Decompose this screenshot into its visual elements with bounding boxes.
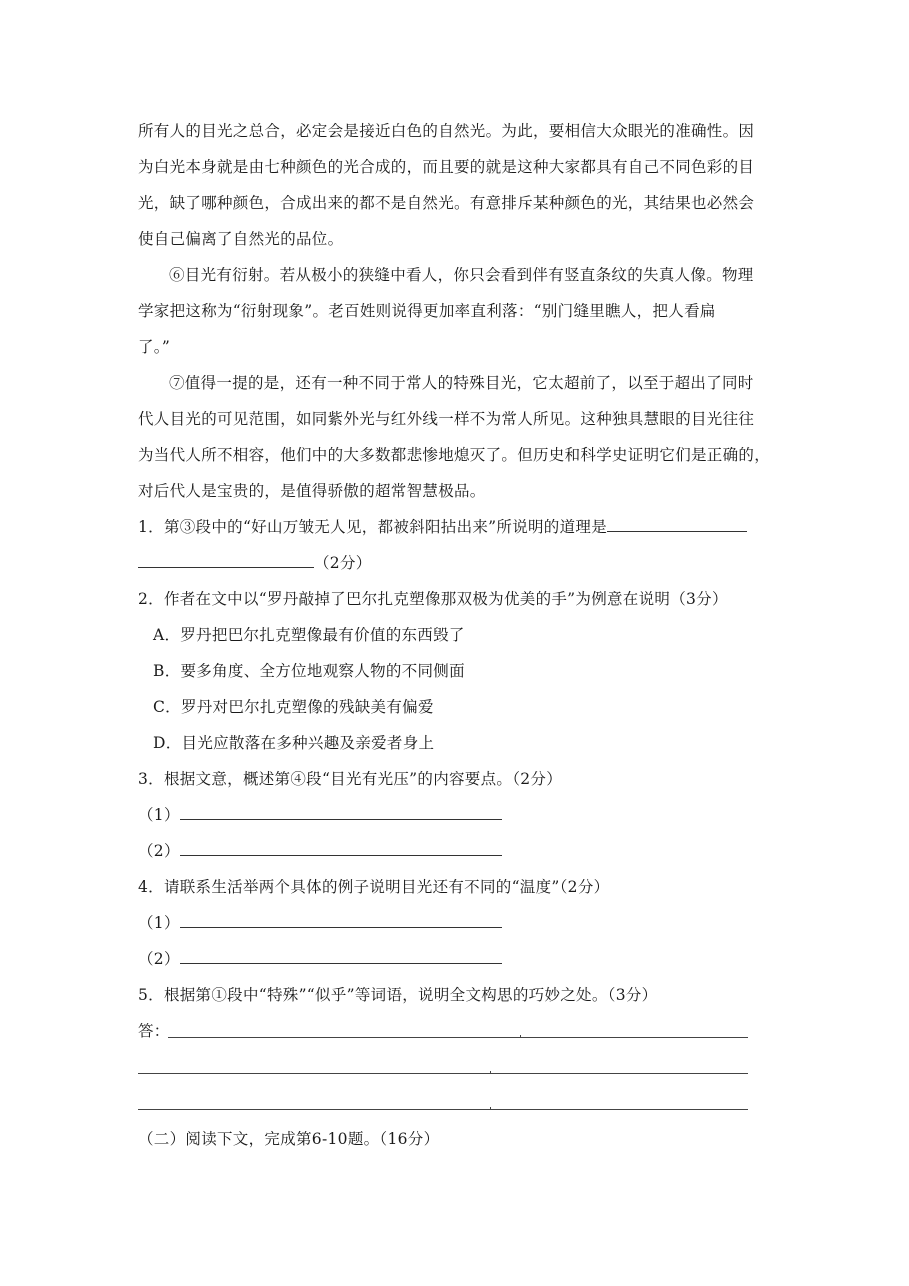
- question-1-score: （2分）: [314, 554, 372, 572]
- blank-label: （1）: [138, 806, 180, 824]
- answer-line[interactable]: [138, 1109, 748, 1110]
- answer-label: 答：: [138, 1022, 170, 1040]
- text-line: 所有人的目光之总合，必定会是接近白色的自然光。为此，要相信大众眼光的准确性。因: [138, 122, 755, 140]
- answer-blank[interactable]: [607, 513, 747, 532]
- option-c[interactable]: C．罗丹对巴尔扎克塑像的残缺美有偏爱: [153, 698, 434, 716]
- text-line: 使自己偏离了自然光的品位。: [138, 230, 344, 248]
- question-2: [138, 581, 778, 761]
- paragraph-7: [138, 365, 778, 509]
- text-line: ⑦值得一提的是，还有一种不同于常人的特殊目光，它太超前了，以至于超出了同时: [169, 374, 754, 392]
- paragraph-5-end: [138, 113, 778, 257]
- question-4-text: 4．请联系生活举两个具体的例子说明目光还有不同的“温度”（2分）: [138, 878, 610, 896]
- text-line: ⑥目光有衍射。若从极小的狭缝中看人，你只会看到伴有竖直条纹的失真人像。物理: [169, 266, 754, 284]
- text-line: 对后代人是宝贵的，是值得骄傲的超常智慧极品。: [138, 482, 486, 500]
- option-a[interactable]: A．罗丹把巴尔扎克塑像最有价值的东西毁了: [153, 626, 465, 644]
- text-line: 学家把这称为“衍射现象”。老百姓则说得更加率直利落：“别门缝里瞧人，把人看扁: [138, 302, 716, 320]
- option-d[interactable]: D．目光应散落在多种兴趣及亲爱者身上: [153, 734, 435, 752]
- text-line: 为白光本身就是由七种颜色的光合成的，而且要的就是这种大家都具有自己不同色彩的目: [138, 158, 755, 176]
- question-3-text: 3．根据文意，概述第④段“目光有光压”的内容要点。（2分）: [138, 770, 563, 788]
- question-3: [138, 761, 778, 869]
- answer-blank[interactable]: [180, 945, 502, 964]
- answer-blank[interactable]: [138, 549, 314, 568]
- question-2-text: 2．作者在文中以“罗丹敲掉了巴尔扎克塑像那双极为优美的手”为例意在说明（3分）: [138, 590, 728, 608]
- blank-label: （2）: [138, 842, 180, 860]
- answer-blank[interactable]: [180, 801, 502, 820]
- answer-line[interactable]: [138, 1073, 748, 1074]
- answer-blank[interactable]: [180, 909, 502, 928]
- blank-label: （1）: [138, 914, 180, 932]
- question-1: [138, 509, 778, 581]
- text-line: 了。”: [138, 338, 171, 356]
- text-line: 光，缺了哪种颜色，合成出来的都不是自然光。有意排斥某种颜色的光，其结果也必然会: [138, 194, 755, 212]
- question-1-text: 1．第③段中的“好山万皱无人见，都被斜阳拈出来”所说明的道理是: [138, 518, 608, 536]
- document-page: [138, 113, 778, 1157]
- blank-label: （2）: [138, 950, 180, 968]
- question-4: [138, 869, 778, 977]
- paragraph-6: [138, 257, 778, 365]
- text-line: 为当代人所不相容，他们中的大多数都悲惨地熄灭了。但历史和科学史证明它们是正确的，: [138, 446, 771, 464]
- question-5-text: 5．根据第①段中“特殊”“似乎”等词语，说明全文构思的巧妙之处。（3分）: [138, 986, 658, 1004]
- answer-blank[interactable]: [180, 837, 502, 856]
- section-2-heading: （二）阅读下文，完成第6-10题。（16分）: [138, 1130, 440, 1148]
- text-line: 代人目光的可见范围，如同紫外光与红外线一样不为常人所见。这种独具慧眼的目光往往: [138, 410, 755, 428]
- option-b[interactable]: B．要多角度、全方位地观察人物的不同侧面: [153, 662, 465, 680]
- question-5: [138, 977, 778, 1121]
- answer-line[interactable]: [168, 1037, 748, 1038]
